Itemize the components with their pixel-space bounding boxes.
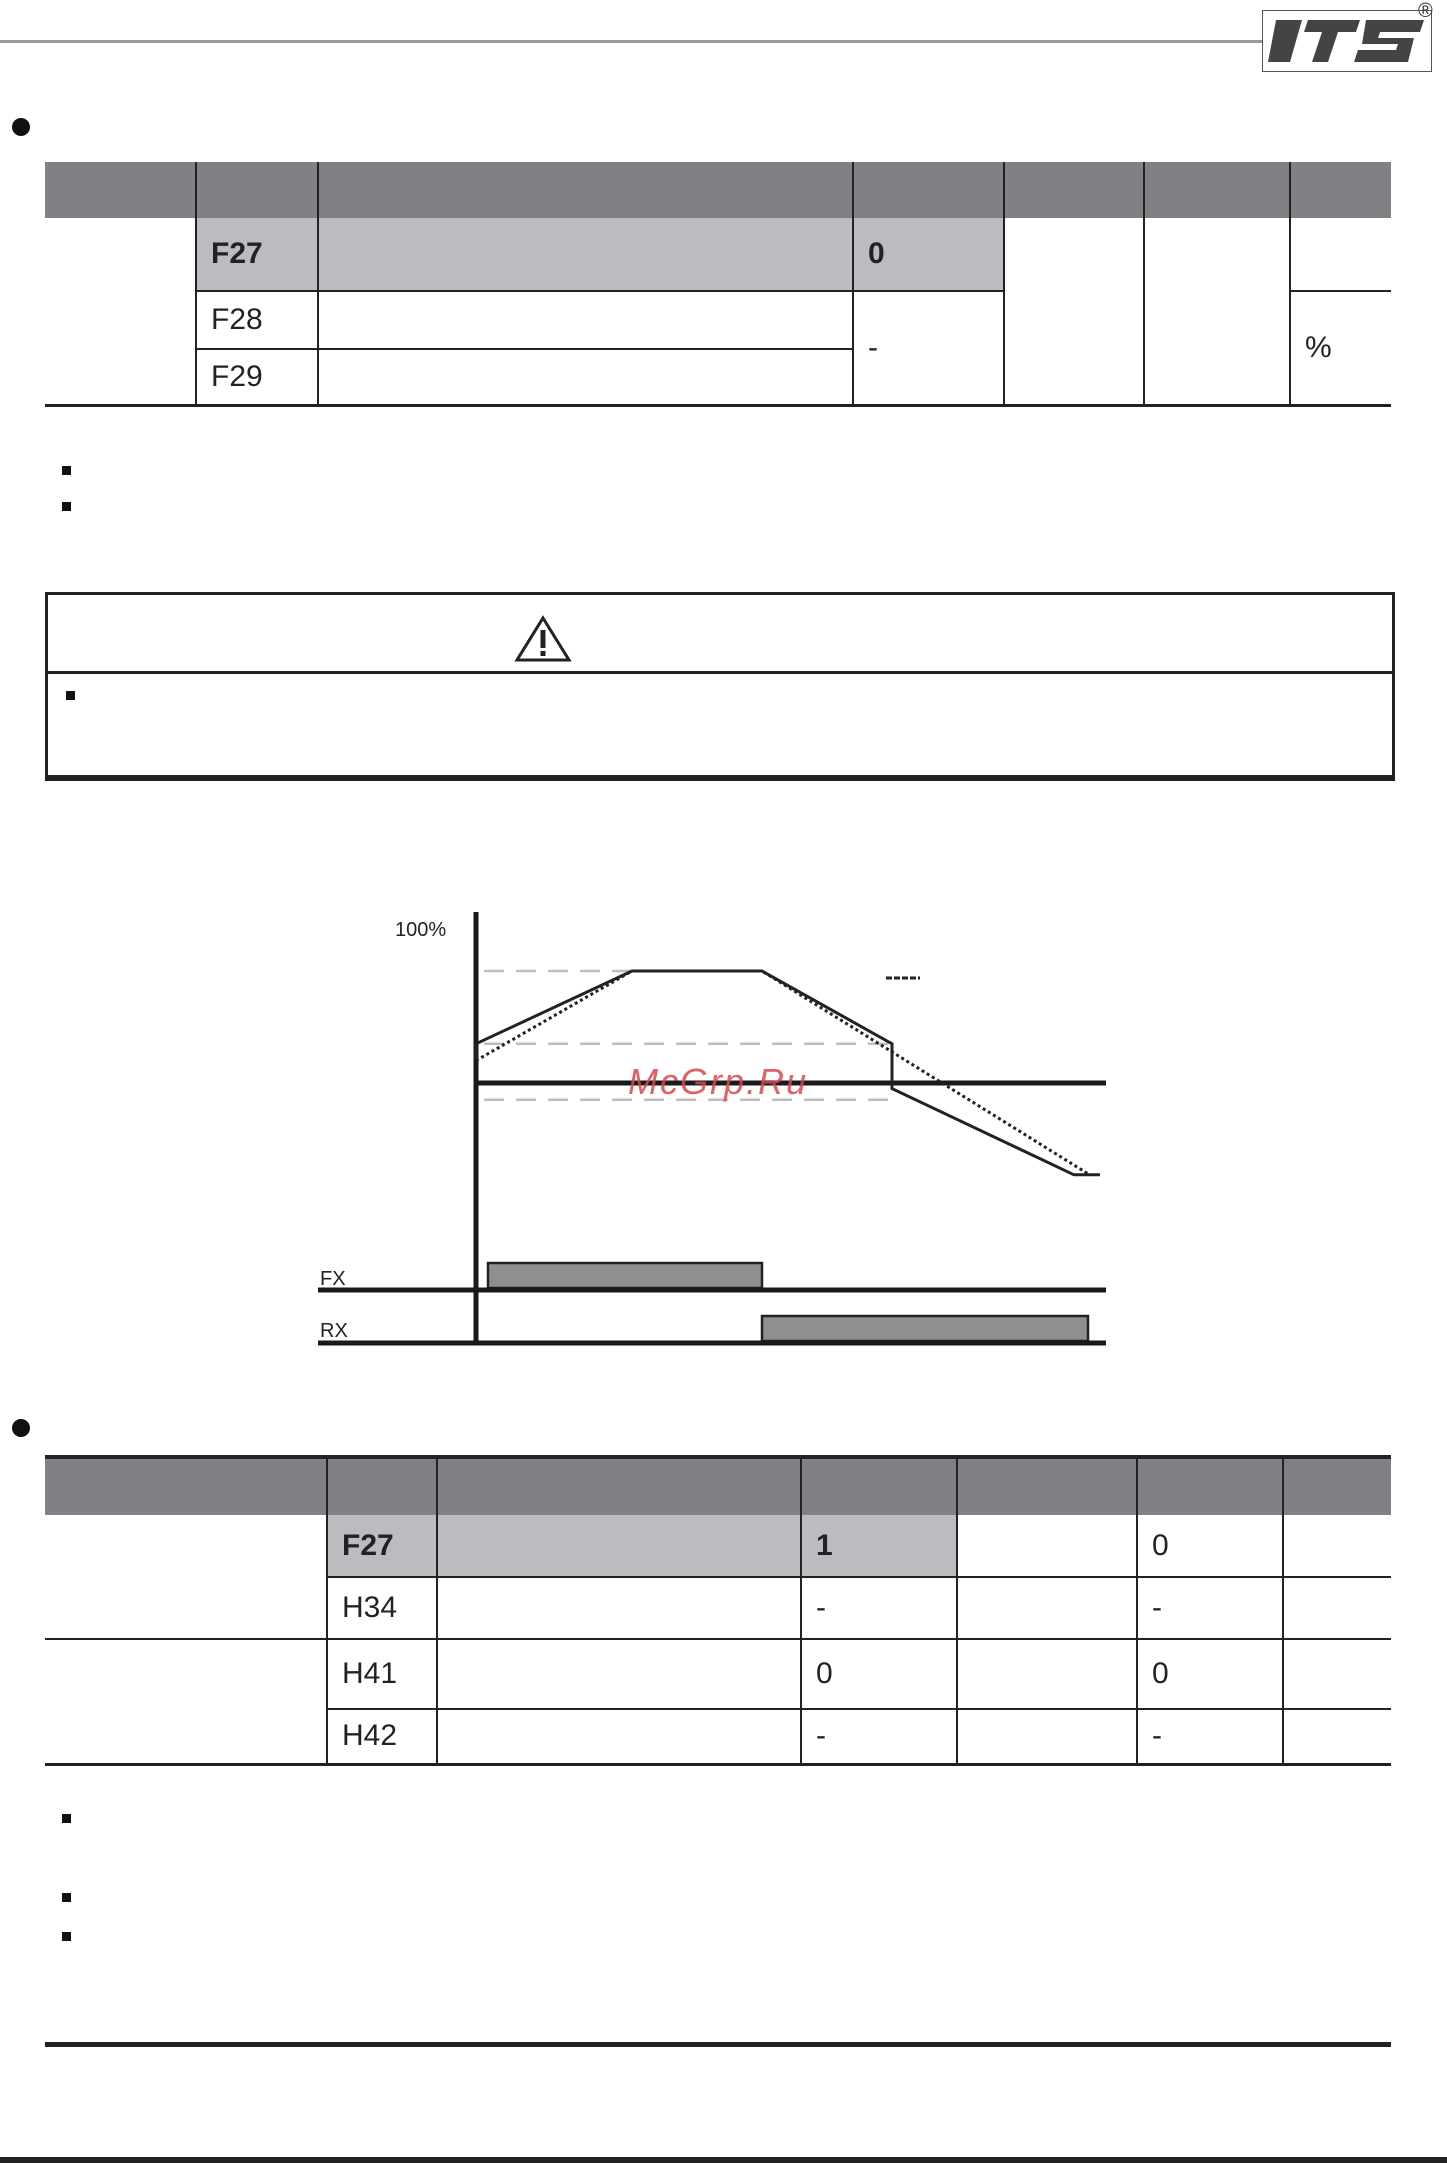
watermark-text: McGrp.Ru: [628, 1061, 809, 1102]
param-value: 0: [853, 218, 1004, 291]
parameter-table-2: [45, 1455, 1391, 1766]
param-value: 0: [801, 1639, 957, 1709]
fx-signal-pulse: [488, 1263, 762, 1288]
note-bullet: [62, 466, 71, 475]
y-top-label: 100%: [395, 919, 447, 941]
param-code: F27: [196, 218, 318, 291]
note-bullet: [66, 691, 75, 700]
company-logo-icon: [1262, 10, 1432, 72]
section-end-rule: [45, 2042, 1391, 2047]
table-row: [45, 1639, 1391, 1709]
param-unit: %: [1290, 291, 1391, 405]
table-header-row: [45, 162, 1391, 218]
param-code: H34: [327, 1577, 437, 1639]
param-extra: -: [1137, 1577, 1283, 1639]
footer-rule: [0, 2157, 1447, 2163]
fx-label: FX: [320, 1268, 346, 1290]
output-timing-chart: [300, 900, 1120, 1360]
header-rule: [0, 40, 1262, 43]
param-value: -: [853, 291, 1004, 405]
param-extra: 0: [1137, 1515, 1283, 1577]
note-bullet: [62, 1893, 71, 1902]
warning-triangle-icon: [514, 615, 572, 663]
rx-label: RX: [320, 1320, 348, 1342]
rx-signal-pulse: [762, 1316, 1088, 1341]
param-code: F28: [196, 291, 318, 349]
caution-box: [45, 592, 1395, 781]
section-bullet: [12, 118, 30, 136]
param-extra: -: [1137, 1709, 1283, 1764]
param-value: 1: [801, 1515, 957, 1577]
registered-mark: ®: [1418, 0, 1433, 22]
table-row: [45, 1515, 1391, 1577]
param-code: F27: [327, 1515, 437, 1577]
note-bullet: [62, 502, 71, 511]
note-bullet: [62, 1814, 71, 1823]
note-bullet: [62, 1932, 71, 1941]
caution-divider: [48, 671, 1392, 674]
param-value: -: [801, 1709, 957, 1764]
parameter-table-1: [45, 162, 1391, 407]
param-extra: 0: [1137, 1639, 1283, 1709]
param-code: F29: [196, 349, 318, 405]
param-code: H41: [327, 1639, 437, 1709]
table-header-row: [45, 1457, 1391, 1515]
param-value: -: [801, 1577, 957, 1639]
param-code: H42: [327, 1709, 437, 1764]
section-bullet: [12, 1419, 30, 1437]
table-row: [45, 218, 1391, 291]
